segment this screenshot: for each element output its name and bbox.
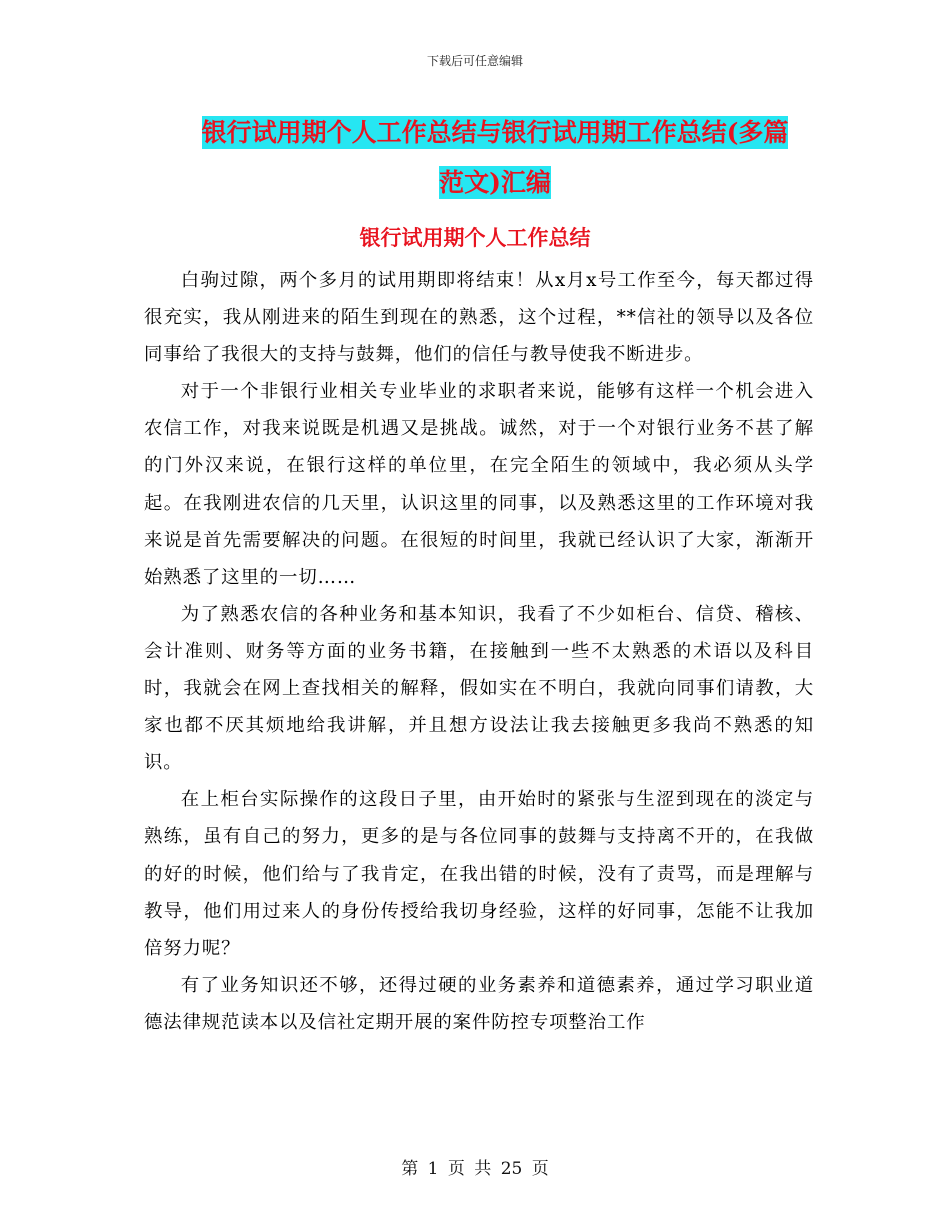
section-title: 银行试用期个人工作总结: [359, 225, 591, 250]
main-title-highlight: [202, 116, 789, 199]
paragraph: 有了业务知识还不够，还得过硬的业务素养和道德素养，通过学习职业道德法律规范读本以及信社定期开展的案件防控专项整治工作: [144, 974, 814, 1033]
page-footer: 第 1 页 共 25 页: [401, 1159, 549, 1179]
main-title: [150, 108, 840, 208]
paragraph: 对于一个非银行业相关专业毕业的求职者来说，能够有这样一个机会进入农信工作，对我来说既是机遇又是挑战。诚然，对于一个对银行业务不甚了解的门外汉来说，在银行这样的单位里，在完全陌生的领域中，我必须从头学起。在我刚进农信的几天里，认识这里的同事，以及熟悉这里的工作环境对我来说是首先需要解决的问题。在很短的时间里，我就已经认识了大家，渐渐开始熟悉了这里的一切……: [144, 381, 814, 588]
main-title-line2: 范文)汇编: [439, 168, 551, 197]
main-title-line1: 银行试用期个人工作总结与银行试用期工作总结(多篇: [201, 118, 789, 147]
paragraph: 白驹过隙，两个多月的试用期即将结束！从x月x号工作至今，每天都过得很充实，我从刚进来的陌生到现在的熟悉，这个过程，**信社的领导以及各位同事给了我很大的支持与鼓舞，他们的信任与教导使我不断进步。: [144, 270, 814, 366]
paragraph: 在上柜台实际操作的这段日子里，由开始时的紧张与生涩到现在的淡定与熟练，虽有自己的努力，更多的是与各位同事的鼓舞与支持离不开的，在我做的好的时候，他们给与了我肯定，在我出错的时候，没有了责骂，而是理解与教导，他们用过来人的身份传授给我切身经验，这样的好同事，怎能不让我加倍努力呢？: [144, 789, 814, 959]
paragraph: 为了熟悉农信的各种业务和基本知识，我看了不少如柜台、信贷、稽核、会计准则、财务等方面的业务书籍，在接触到一些不太熟悉的术语以及科目时，我就会在网上查找相关的解释，假如实在不明白，我就向同事们请教，大家也都不厌其烦地给我讲解，并且想方设法让我去接触更多我尚不熟悉的知识。: [144, 603, 814, 774]
body-text: [144, 262, 814, 1041]
header-note: 下载后可任意编辑: [426, 54, 523, 68]
